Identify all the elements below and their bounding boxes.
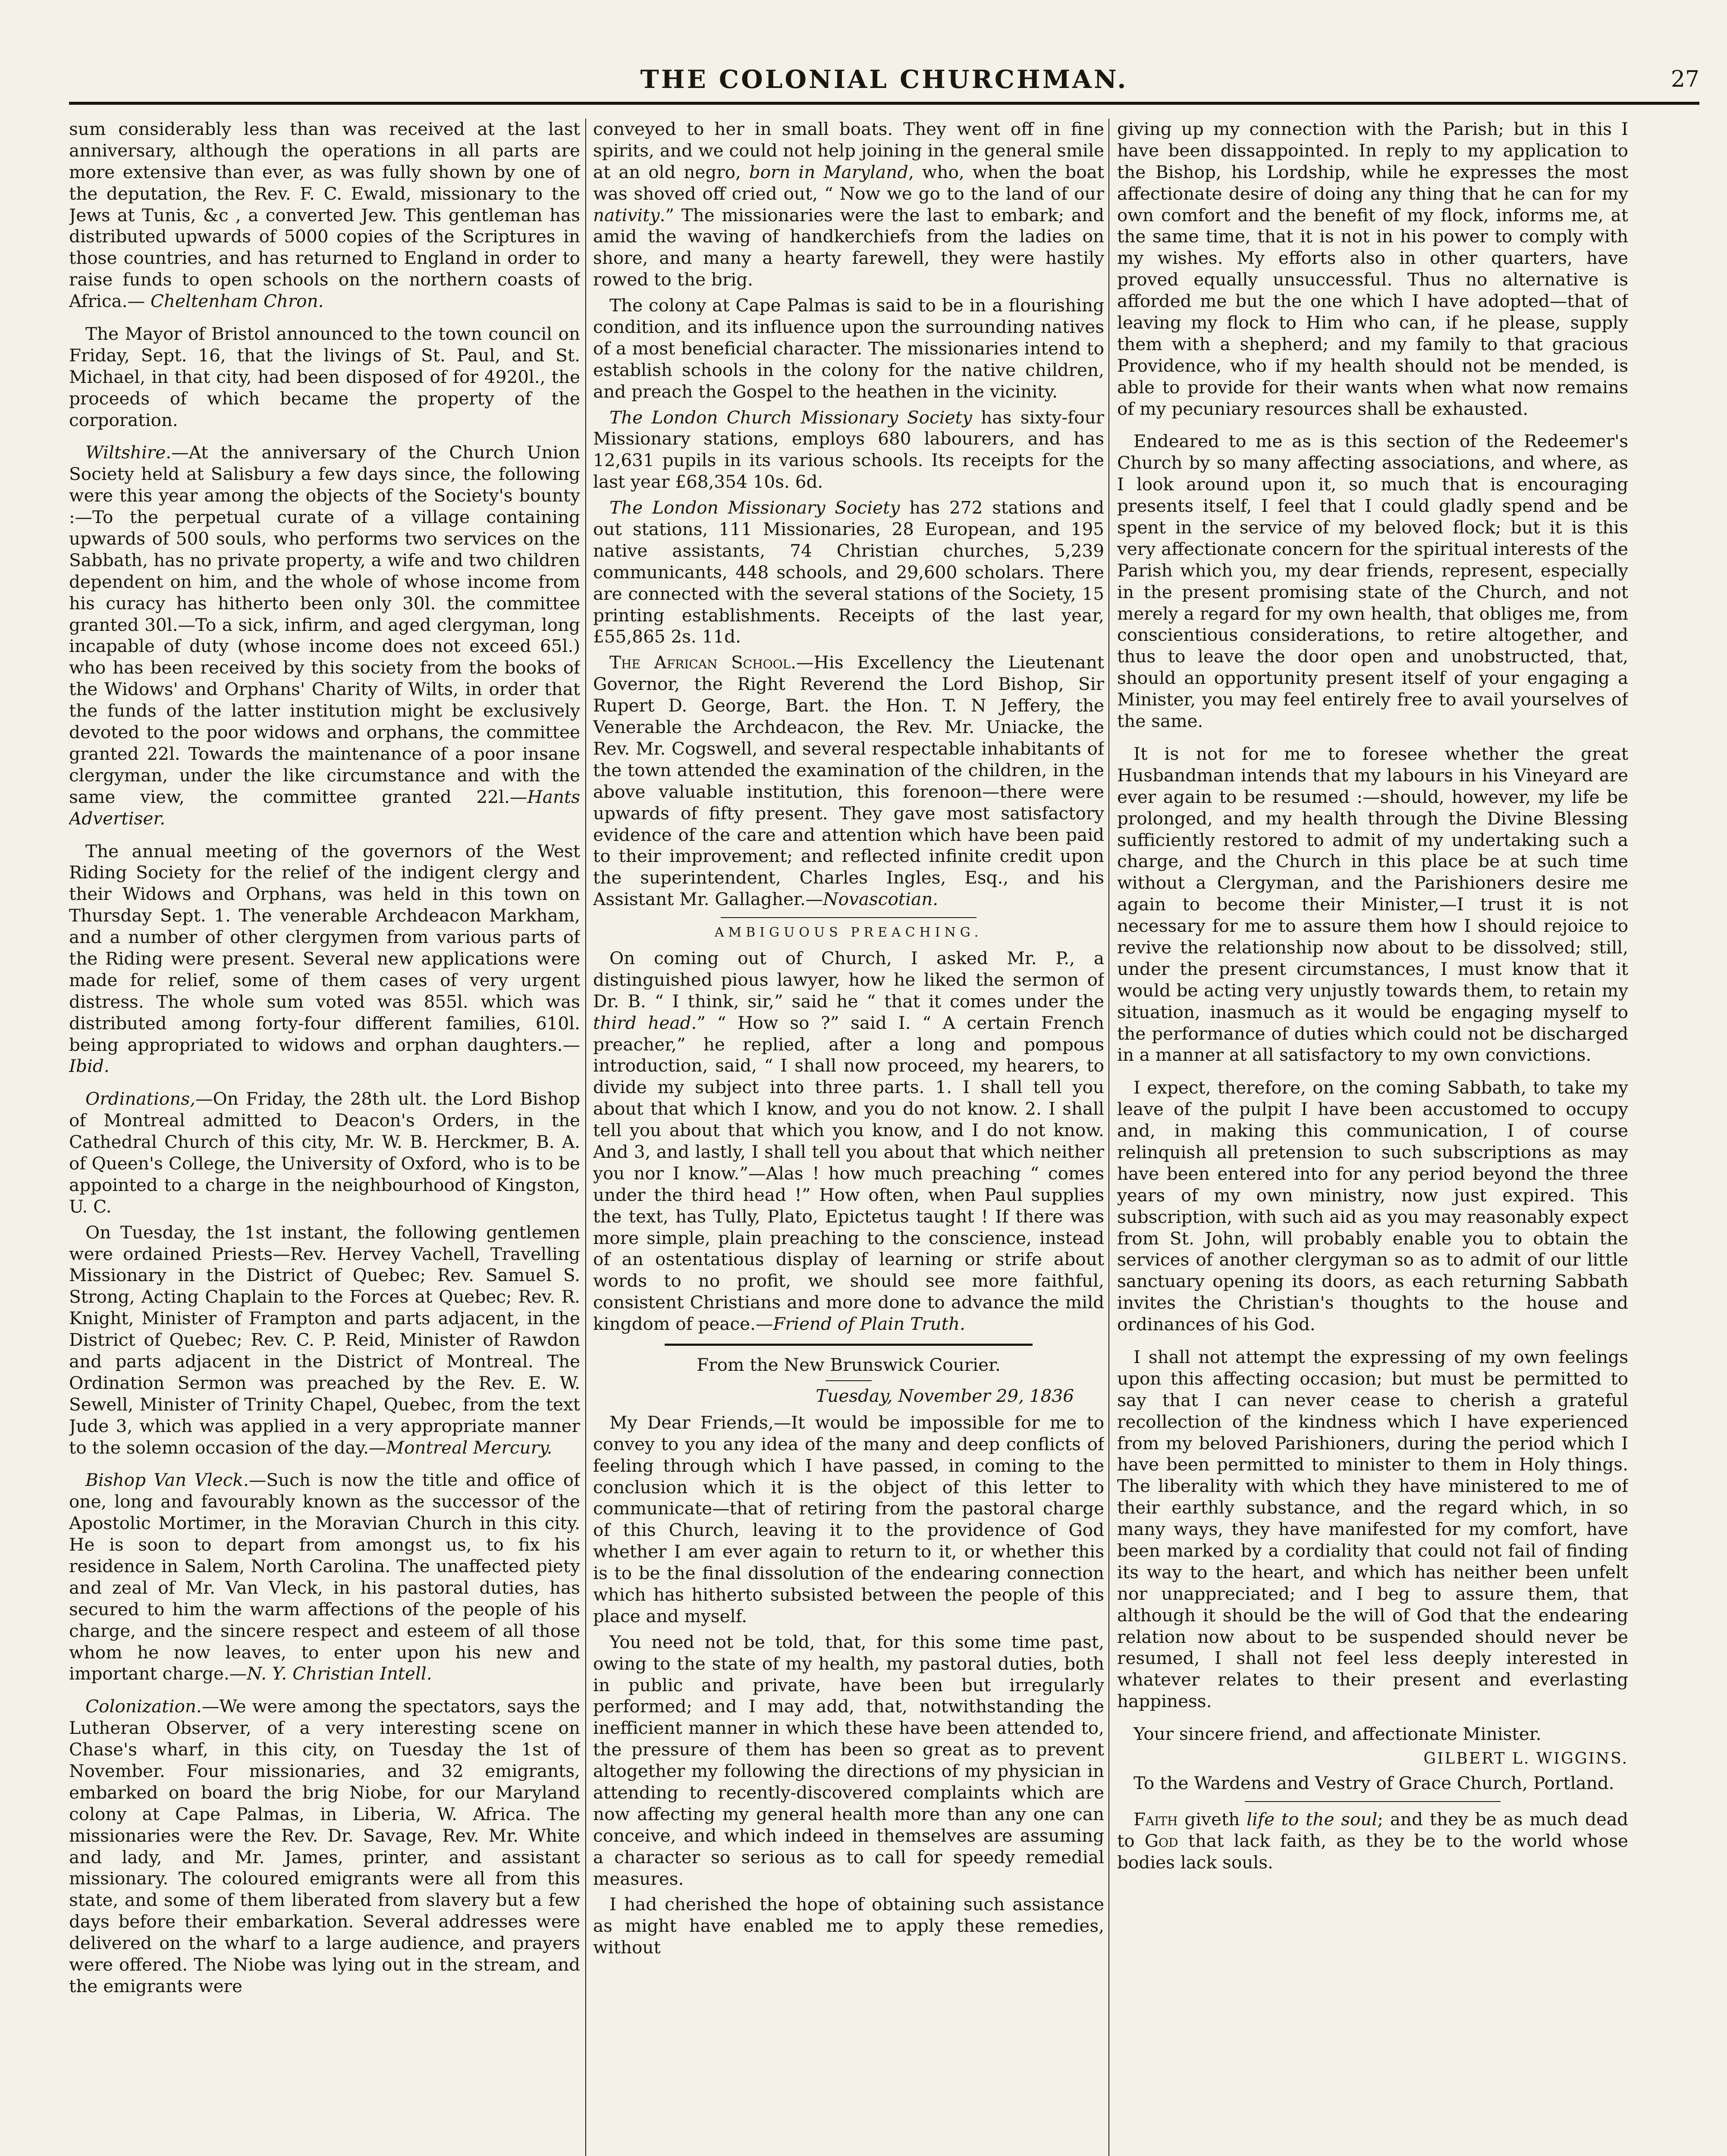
article-church-missionary-society: The London Church Missionary Society has sixty-four Missionary stations, employs 680 labourers, and has 12,631 pupils in its various schools. Its receipts for the last year £68,354 10s. 6d. (593, 407, 1104, 492)
section-divider (1245, 1801, 1501, 1802)
page-header (69, 65, 1699, 103)
letter-addressee: To the Wardens and Vestry of Grace Church, Portland. (1134, 1773, 1614, 1794)
letter-paragraph: Endeared to me as is this section of the Redeemer's Church by so many affecting associations, and where, as I look around upon it, so much that is encouraging presents itself, I feel that I could gladly spend and be spent in the service of my beloved flock; but it is this very affectionate concern for the spiritual interests of the Parish which you, my dear friends, represent, especially in the present promising state of the Church, and not merely a regard for my own health, that obliges me, from conscientious considerations, to retire altogether, and thus to leave the door open and unobstructed, that, should an opportunity present itself of your engaging a Minister, you may feel entirely free to avail yourselves of the same. (1117, 431, 1628, 732)
article-source: Ibid. (69, 1056, 110, 1077)
article-ambiguous-preaching: On coming out of Church, I asked Mr. P., a distinguished pious lawyer, how he liked the sermon of Dr. B. “ I think, sir,” said he “ that it comes under the third head.” “ How so ?” said I. “ A certain French preacher,” he replied, after a long and pompous introduction, said, “ I shall now proceed, my hearers, to divide my subject into three parts. 1. I shall tell you about that which I know, and you do not know. 2. I shall tell you about that which you know, and I do not know. And 3, and lastly, I shall tell you about that which neither you nor I know.”—Alas ! how much preaching “ comes under the third head !” How often, when Paul supplies the text, has Tully, Plato, Epictetus taught ! If there was more simple, plain preaching to the conscience, instead of an ostentatious display of learning or strife about words to no profit, we should see more faithful, consistent Christians and more done to advance the mild kingdom of peace.—Friend of Plain Truth. (593, 948, 1104, 1335)
article-west-riding: The annual meeting of the governors of the West Riding Society for the relief of the indigent clergy and their Widows and Orphans, was held in this town on Thursday Sept. 1. The venerable Archdeacon Markham, and a number of other clergymen from various parts of the Riding were present. Several new applications were made for relief, some of them cases of very urgent distress. The whole sum voted was 855l. which was distributed among forty-four different families, 610l. being appropriated to widows and orphan daughters.—Ibid. (69, 840, 580, 1077)
article-lead: The London Missionary Society (609, 497, 900, 518)
section-divider (721, 917, 977, 918)
column-right (1117, 119, 1628, 2156)
article-missionary-funds: sum considerably less than was received at the last anniversary, although the operations in all parts are more extensive than ever, as was fully shown by one of the deputation, the Rev. F. C. Ewald, missionary to the Jews at Tunis, &c , a converted Jew. This gentleman has distributed upwards of 5000 copies of the Scriptures in those countries, and has returned to England in order to raise funds to open schools on the northern coasts of Africa.— Cheltenham Chron. (69, 119, 580, 312)
article-wiltshire: Wiltshire.—At the anniversary of the Church Union Society held at Salisbury a few days since, the following were this year among the objects of the Society's bounty :—To the perpetual curate of a village containing upwards of 500 souls, who performs two services on the Sabbath, has no private property, a wife and two children dependent on him, and the whole of whose income from his curacy has hitherto been only 30l. the committee granted 30l.—To a sick, infirm, and aged clergyman, long incapable of duty (whose income does not exceed 65l.) who has been received by this society from the books of the Widows' and Orphans' Charity of Wilts, in order that the funds of the latter institution might be exclusively devoted to the poor widows and orphans, the committee granted 22l. Towards the maintenance of a poor insane clergyman, under the like circumstance and with the same view, the committee granted 22l.—Hants Advertiser. (69, 442, 580, 829)
article-bishop-van-vleck: Bishop Van Vleck.—Such is now the title and office of one, long and favourably known as the successor of the Apostolic Mortimer, in the Moravian Church in this city. He is soon to depart from amongst us, to fix his residence in Salem, North Carolina. The unaffected piety and zeal of Mr. Van Vleck, in his pastoral duties, has secured to him the warm affections of the people of his charge, and the sincere respect and esteem of all those whom he now leaves, to enter upon his new and important charge.—N. Y. Christian Intell. (69, 1470, 580, 1684)
section-source-courier: From the New Brunswick Courier. (697, 1354, 1001, 1376)
article-london-missionary-society: The London Missionary Society has 272 stations and out stations, 111 Missionaries, 28 European, and 195 native assistants, 74 Christian churches, 5,239 communicants, 448 schools, and 29,600 scholars. There are connected with the several stations of the Society, 15 printing establishments. Receipts of the last year, £55,865 2s. 11d. (593, 497, 1104, 647)
article-lead: The African School. (609, 652, 797, 673)
article-lead: Ordinations, (85, 1088, 196, 1109)
article-african-school: The African School.—His Excellency the Lieutenant Governor, the Right Reverend the Lord Bishop, Sir Rupert D. George, Bart. the Hon. T. N Jeffery, the Venerable the Archdeacon, the Rev. Mr. Uniacke, the Rev. Mr. Cogswell, and several respectable inhabitants of the town attended the examination of the children, in the above valuable institution, this forenoon—there were upwards of fifty present. They gave most satisfactory evidence of the care and attention which have been paid to their improvement; and reflected infinite credit upon the superintendent, Charles Ingles, Esq., and his Assistant Mr. Gallagher.—Novascotian. (593, 652, 1104, 910)
letter-paragraph: My Dear Friends,—It would be impossible for me to convey to you any idea of the many and deep conflicts of feeling through which I have passed, in coming to the conclusion which it is the object of this letter to communicate—that of retiring from the pastoral charge of this Church, leaving it to the providence of God whether I am ever again to return to it, or whether this is to be the final dissolution of the endearing connection which has hitherto subsisted between the people of this place and myself. (593, 1412, 1104, 1626)
letter-paragraph: I had cherished the hope of obtaining such assistance as might have enabled me to apply these remedies, without (593, 1894, 1104, 1958)
column-middle (593, 119, 1104, 2156)
article-colonization-cont: conveyed to her in small boats. They went off in fine spirits, and we could not help joining in the general smile at an old negro, born in Maryland, who, when the boat was shoved off cried out, “ Now we go to the land of our nativity.” The missionaries were the last to embark; and amid the waving of handkerchiefs from the ladies on shore, and many a hearty farewell, they were hastily rowed to the brig. (593, 119, 1104, 290)
article-cape-palmas: The colony at Cape Palmas is said to be in a flourishing condition, and its influence upon the surrounding natives of a most beneficial character. The missionaries intend to establish schools in the colony for the native children, and preach the Gospel to the heathen in the vicinity. (593, 295, 1104, 402)
article-source: Hants Advertiser. (69, 786, 580, 829)
newspaper-title: THE COLONIAL CHURCHMAN. (640, 65, 1128, 94)
column-divider (585, 119, 586, 2156)
article-lead: Faith (1134, 1809, 1178, 1830)
letter-paragraph: giving up my connection with the Parish; but in this I have been dissappointed. In reply to my application to the Bishop, his Lordship, while he expresses the most affectionate desire of doing any thing that he can for my own comfort and the benefit of my flock, informs me, at the same time, that it is not in his power to comply with my wishes. My efforts also in other quarters, have proved equally unsuccessful. Thus no alternative is afforded me but the one which I have adopted—that of leaving my flock to Him who can, if he please, supply them with a shepherd; and my family to that gracious Providence, who if my health should not be mended, is able to provide for their wants when what now remains of my pecuniary resources shall be exhausted. (1117, 119, 1628, 419)
article-lead: Bishop Van Vleck. (85, 1470, 249, 1491)
article-source: Montreal Mercury. (386, 1437, 553, 1458)
article-source: Cheltenham Chron. (150, 291, 324, 312)
article-ordinations-priests: On Tuesday, the 1st instant, the following gentlemen were ordained Priests—Rev. Hervey Vachell, Travelling Missionary in the District of Quebec; Rev. Samuel S. Strong, Acting Chaplain to the Forces at Quebec; Rev. R. Knight, Minister of Frampton and parts adjacent, in the District of Quebec; Rev. C. P. Reid, Minister of Rawdon and parts adjacent in the District of Montreal. The Ordination Sermon was preached by the Rev. E. W. Sewell, Minister of Trinity Chapel, Quebec, from the text Jude 3, which was applied in a very appropriate manner to the solemn occasion of the day.—Montreal Mercury. (69, 1222, 580, 1458)
letter-dateline: Tuesday, November 29, 1836 (816, 1385, 1074, 1406)
letter-paragraph: I expect, therefore, on the coming Sabbath, to take my leave of the pulpit I have been accustomed to occupy and, in making this communication, I of course relinquish all pretension to such subscriptions as may have been entered into for any period beyond the three years of my own ministry, now just expired. This subscription, with such aid as you may reasonably expect from St. John, will probably enable you to obtain the services of another clergyman so as to admit of our little sanctuary opening its doors, as each returning Sabbath invites the Christian's thoughts to the house and ordinances of his God. (1117, 1077, 1628, 1335)
section-heading-ambiguous-preaching: AMBIGUOUS PREACHING. (714, 925, 983, 940)
letter-paragraph: You need not be told, that, for this some time past, owing to the state of my health, my pastoral duties, both in public and private, have been but irregularly performed; and I may add, that, notwithstanding the inefficient manner in which these have been attended to, the pressure of them has been so great as to prevent altogether my following the directions of my physician in attending to recently-discovered complaints which are now affecting my general health more than any one can conceive, and which indeed in themselves are assuming a character so serious as to call for speedy remedial measures. (593, 1631, 1104, 1889)
page-number: 27 (1670, 66, 1699, 92)
letter-closing: Your sincere friend, and affectionate Minister. (1134, 1724, 1542, 1745)
article-lead: Wiltshire. (85, 442, 172, 463)
article-source: Novascotian. (823, 889, 939, 910)
letter-signature: GILBERT L. WIGGINS. (1423, 1750, 1628, 1768)
column-left (69, 119, 580, 2156)
letter-paragraph: I shall not attempt the expressing of my own feelings upon this affecting occasion; but must be permitted to say that I can never cease to cherish a grateful recollection of the kindness which I have experienced from my beloved Parishioners, during the period which I have been permitted to minister to them in Holy things. The liberality with which they have ministered to me of their earthly substance, and the regard which, in so many ways, they have manifested for my comfort, have been marked by a cordiality that could not fail of finding its way to the heart, and which has neither been unfelt nor unappreciated; and I beg to assure them, that although it should be the will of God that the endearing relation now about to be suspended should never be resumed, I shall not feel less deeply interested in whatever relates to their present and everlasting happiness. (1117, 1346, 1628, 1712)
article-colonization: Colonization.—We were among the spectators, says the Lutheran Observer, of a very interesting scene on Chase's wharf, in this city, on Tuesday the 1st of November. Four missionaries, and 32 emigrants, embarked on board the brig Niobe, for our Maryland colony at Cape Palmas, in Liberia, W. Africa. The missionaries were the Rev. Dr. Savage, Rev. Mr. White and lady, and Mr. James, printer, and assistant missionary. The coloured emigrants were all from this state, and some of them liberated from slavery but a few days before their embarkation. Several addresses were delivered on the wharf to a large audience, and prayers were offered. The Niobe was lying out in the stream, and the emigrants were (69, 1696, 580, 1996)
article-faith: Faith giveth life to the soul; and they be as much dead to God that lack faith, as they be to the world whose bodies lack souls. (1117, 1809, 1628, 1873)
article-source: N. Y. Christian Intell. (247, 1663, 432, 1684)
header-rule (69, 102, 1699, 105)
letter-paragraph: It is not for me to foresee whether the great Husbandman intends that my labours in his Vineyard are ever again to be resumed :—should, however, my life be prolonged, and my health through the Divine Blessing sufficiently restored to admit of my undertaking such a charge, and the Church in this place be at such time without a Clergyman, and the Parishioners desire me again to become their Minister,—I trust it is not necessary for me to assure them how I should rejoice to revive the relationship now about to be dissolved; still, under the present circumstances, I must know that it would be acting very unjustly towards them, to retain my situation, inasmuch as it would be engaging myself to the performance of duties which could not be discharged in a manner at all satisfactory to my own convictions. (1117, 743, 1628, 1065)
article-source: Friend of Plain Truth. (773, 1313, 965, 1335)
section-divider (665, 1344, 1033, 1346)
column-divider (1108, 119, 1109, 2156)
article-lead: Colonization. (85, 1696, 202, 1717)
article-bristol: The Mayor of Bristol announced to the town council on Friday, Sept. 16, that the livings of St. Paul, and St. Michael, in that city, had been disposed of for 4920l., the proceeds of which became the property of the corporation. (69, 323, 580, 430)
article-ordinations: Ordinations,—On Friday, the 28th ult. the Lord Bishop of Montreal admitted to Deacon's Orders, in the Cathedral Church of this city, Mr. W. B. Herckmer, B. A. of Queen's College, the University of Oxford, who is to be appointed to a charge in the neighbourhood of Kingston, U. C. (69, 1088, 580, 1217)
article-lead: The London Church Missionary Society (609, 407, 972, 428)
dateline-divider (826, 1380, 872, 1381)
